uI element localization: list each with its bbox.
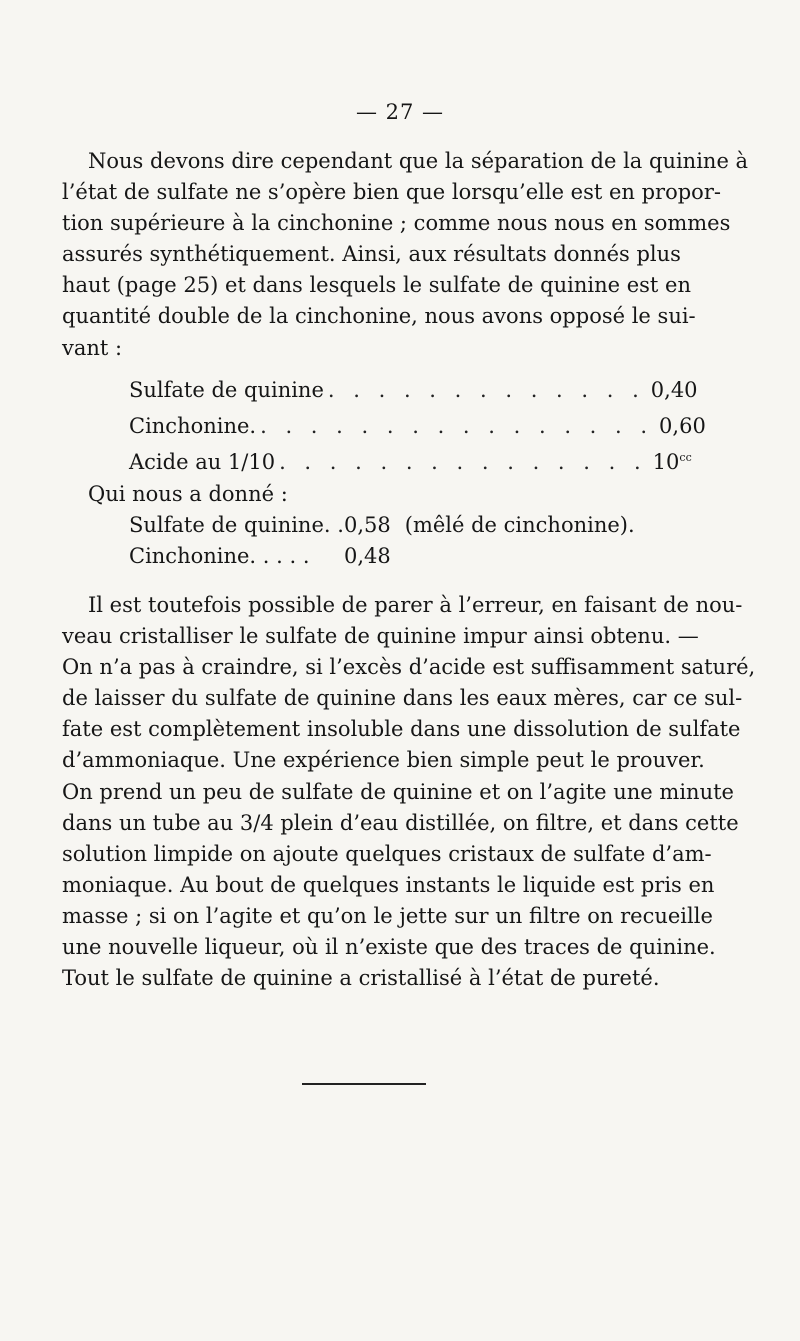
text-line: solution limpide on ajoute quelques cristaux de sulfate d’am- (62, 841, 712, 866)
result-intro: Qui nous a donné : (88, 482, 288, 506)
leader-dots: . . . . . . . . . . . . . . . . (260, 414, 654, 438)
text-line: une nouvelle liqueur, où il n’existe que des traces de quinine. (62, 935, 716, 960)
text-line: tion supérieure à la cinchonine ; comme nous nous en sommes (62, 211, 731, 236)
text-line: Il est toutefois possible de parer à l’erreur, en faisant de nou- (88, 593, 743, 617)
table-row-note: (mêlé de cinchonine). (404, 513, 635, 537)
table-row-value (653, 406, 731, 442)
table-row (129, 406, 706, 442)
text-line: l’état de sulfate ne s’opère bien que lorsqu’elle est en propor- (62, 180, 721, 205)
text-line: dans un tube au 3/4 plein d’eau distillée, on filtre, et dans cette (62, 810, 739, 835)
table-row-value: 0,48 (344, 544, 391, 568)
table-row-value (645, 370, 723, 406)
table-row-value (647, 442, 725, 478)
text-line: veau cristalliser le sulfate de quinine impur ainsi obtenu. — (62, 624, 699, 649)
text-line: quantité double de la cinchonine, nous avons opposé le sui- (62, 304, 696, 329)
table-row (129, 442, 692, 478)
text-line: Nous devons dire cependant que la séparation de la quinine à (88, 149, 749, 173)
result-table (129, 510, 635, 572)
composition-table (129, 370, 706, 478)
leader-dots: . . . . . . . . . . . . . (327, 378, 645, 402)
table-row-value: 0,58 (344, 513, 391, 537)
table-row (129, 541, 635, 572)
paragraph-main (62, 590, 756, 994)
text-line: Tout le sulfate de quinine a cristallisé à l’état de pureté. (62, 966, 660, 991)
table-row-name: Sulfate de quinine. . (129, 513, 344, 537)
text-line: fate est complètement insoluble dans une dissolution de sulfate (62, 717, 741, 742)
value-text: 0,60 (659, 414, 706, 438)
paragraph-intro (62, 146, 749, 364)
text-line: d’ammoniaque. Une expérience bien simple peut le prouver. (62, 748, 705, 773)
text-line: On prend un peu de sulfate de quinine et on l’agite une minute (62, 779, 734, 804)
text-line: moniaque. Au bout de quelques instants le liquide est pris en (62, 872, 715, 897)
text-line: haut (page 25) et dans lesquels le sulfate de quinine est en (62, 273, 691, 298)
text-line: vant : (62, 335, 123, 360)
table-row-name: Cinchonine. . . . . (129, 544, 310, 568)
table-row (129, 510, 635, 541)
section-divider (302, 1083, 426, 1085)
page-number: — 27 — (355, 100, 445, 124)
value-unit: cc (679, 451, 692, 464)
value-text: 10 (652, 450, 680, 474)
table-row (129, 370, 698, 406)
table-row-name: Cinchonine. (129, 414, 257, 438)
text-line: de laisser du sulfate de quinine dans les eaux mères, car ce sul- (62, 686, 743, 711)
table-row-name: Sulfate de quinine (129, 378, 324, 402)
value-text: 0,40 (650, 378, 698, 402)
leader-dots: . . . . . . . . . . . . . . . (279, 450, 647, 474)
text-line: On n’a pas à craindre, si l’excès d’acide est suffisamment saturé, (62, 655, 756, 680)
text-line: assurés synthétiquement. Ainsi, aux résultats donnés plus (62, 242, 681, 267)
table-row-name: Acide au 1/10 (129, 450, 276, 474)
text-line: masse ; si on l’agite et qu’on le jette sur un filtre on recueille (62, 903, 713, 928)
